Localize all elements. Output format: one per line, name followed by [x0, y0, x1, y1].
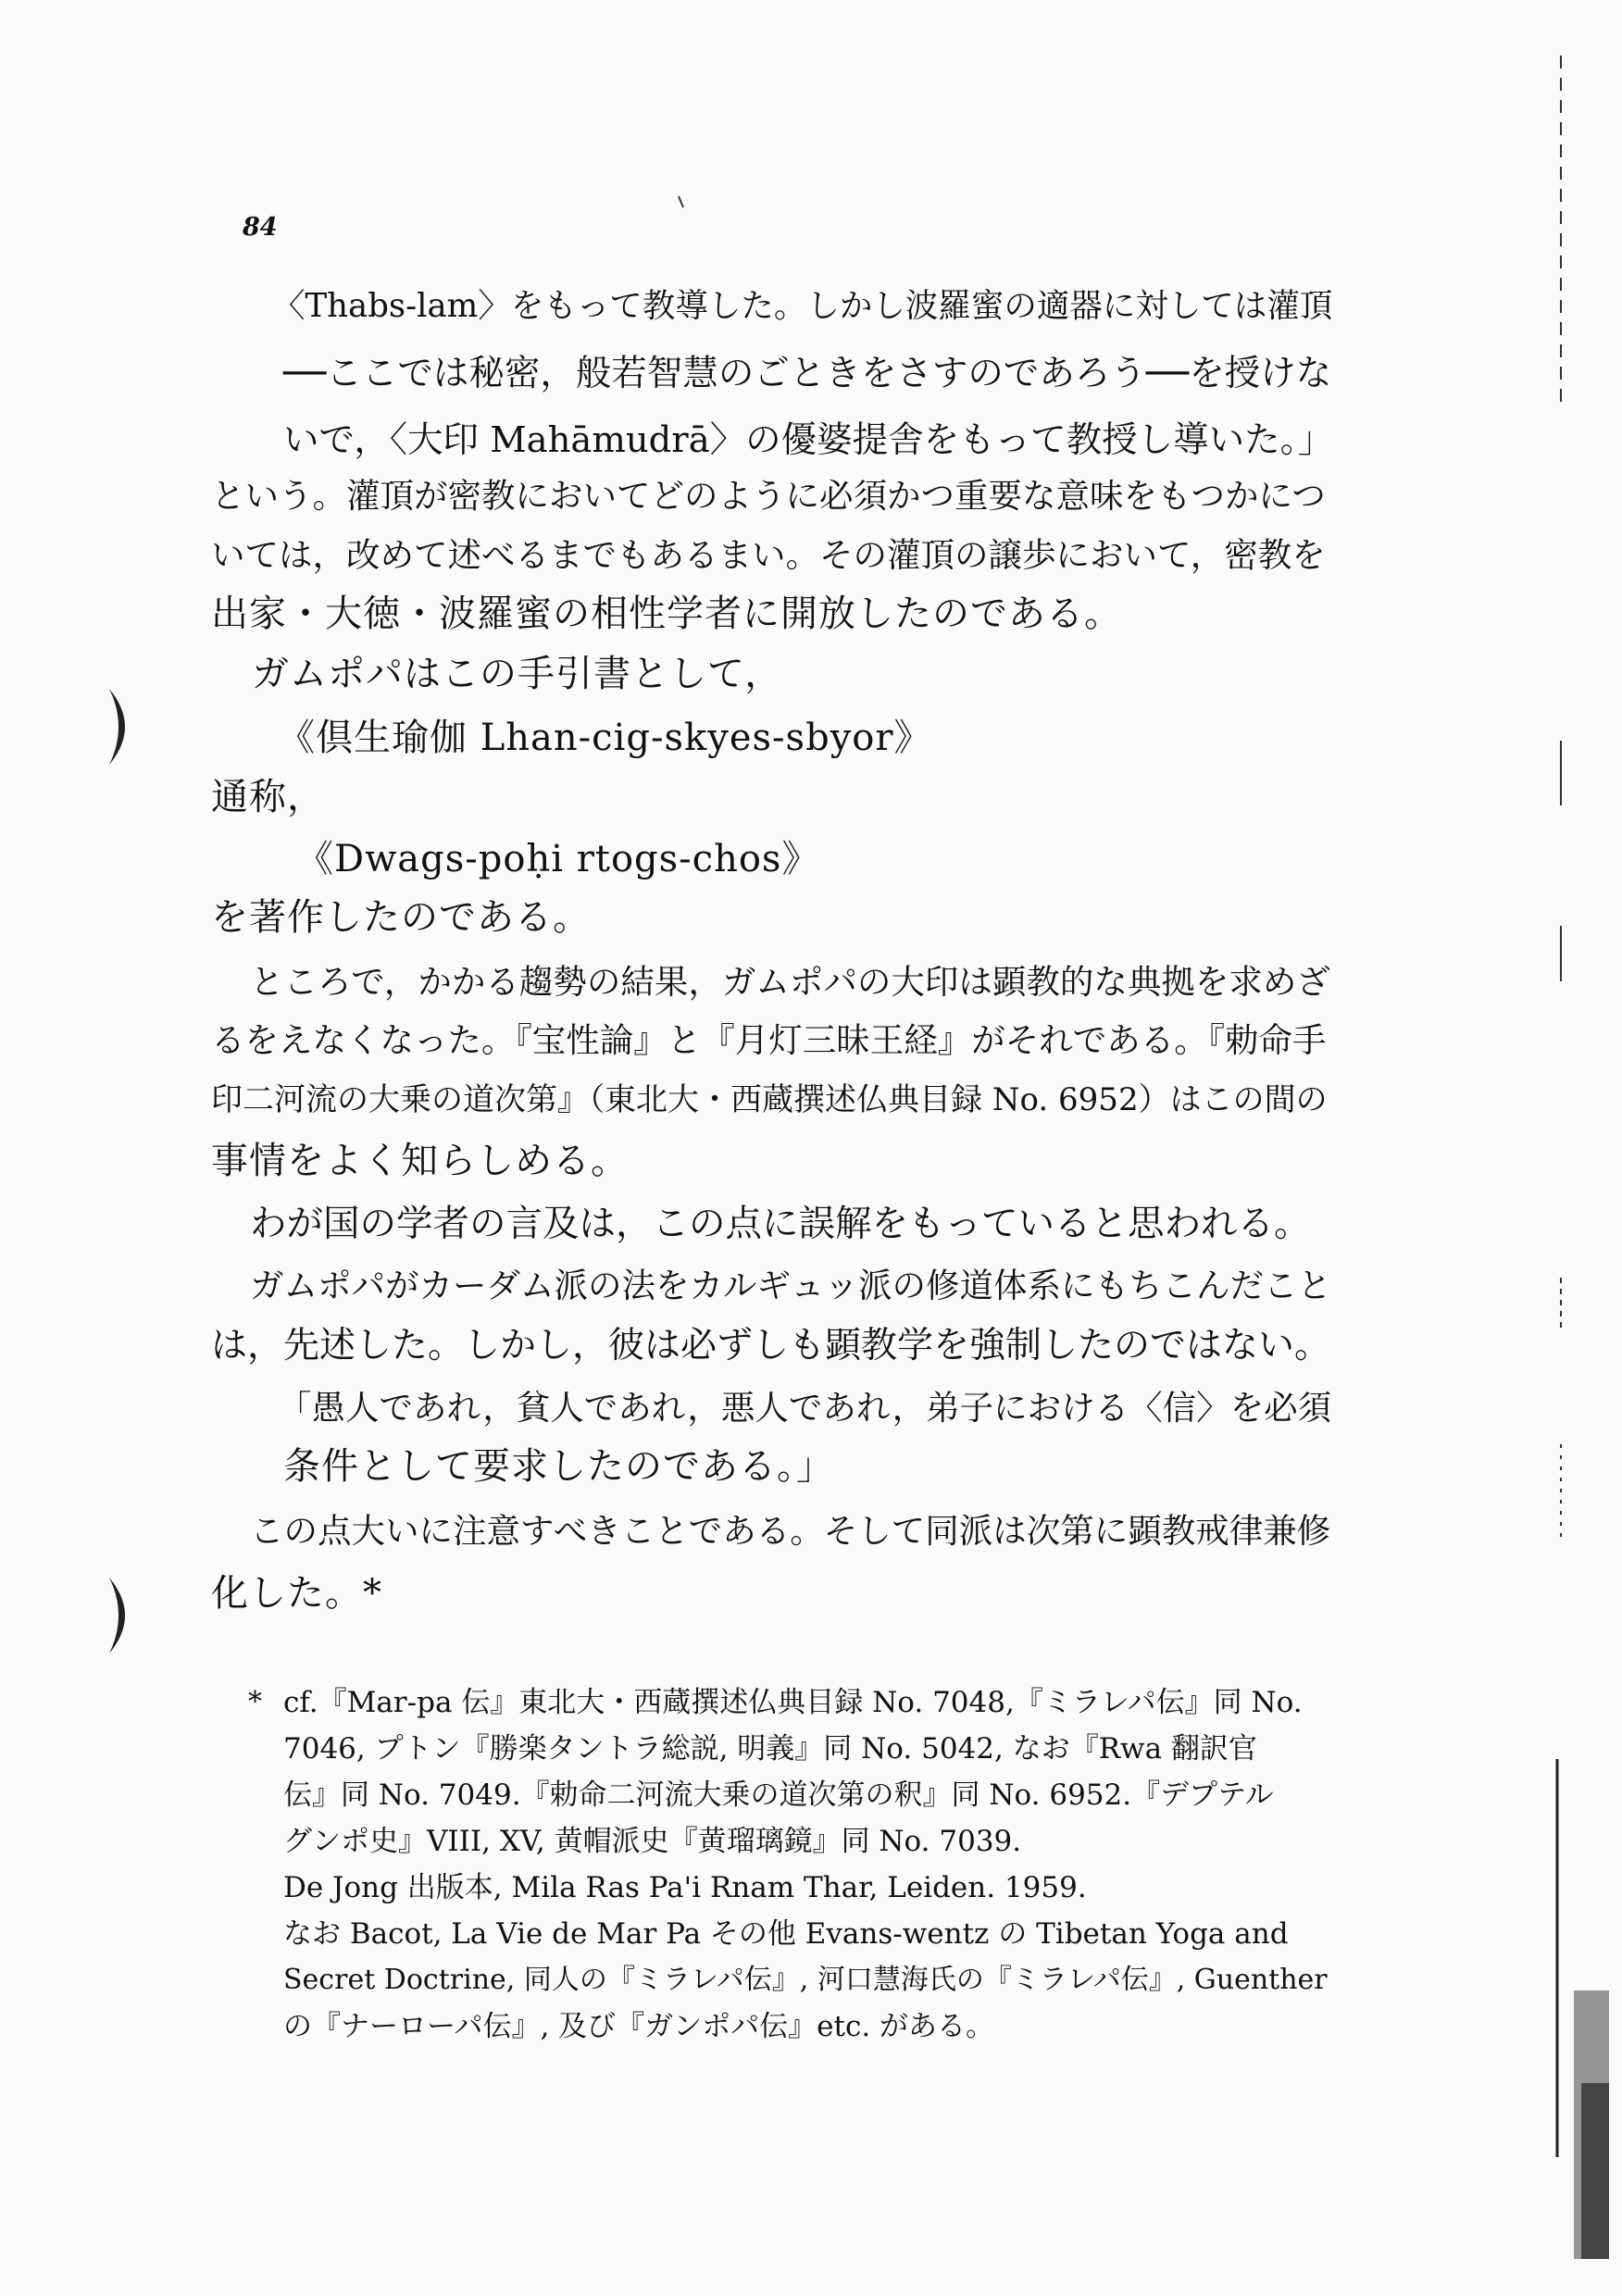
binding-hole-mark-bottom	[93, 1574, 148, 1657]
body-line: 事情をよく知らしめる。	[211, 1140, 629, 1182]
body-line: 出家・大徳・波羅蜜の相性学者に開放したのである。	[211, 593, 1122, 635]
body-line: は，先述した。しかし，彼は必ずしも顕教学を強制したのではない。	[211, 1325, 1331, 1366]
body-line: を著作したのである。	[211, 896, 591, 939]
body-line: 《倶生瑜伽 Lhan-cig-skyes-sbyor》	[278, 717, 932, 759]
body-line: 条件として要求したのである。」	[283, 1445, 834, 1488]
body-line: この点大いに注意すべきことである。そして同派は次第に顕教戒律兼修	[250, 1511, 1331, 1551]
footnote-line: 伝』同 No. 7049.『勅命二河流大乗の道次第の釈』同 No. 6952.『デプテル	[283, 1778, 1274, 1812]
footnote-marker: *	[248, 1686, 262, 1718]
footnote-line: cf.『Mar-pa 伝』東北大・西蔵撰述仏典目録 No. 7048,『ミラレパ伝』同 No.	[283, 1686, 1303, 1719]
body-line: 印二河流の大乗の道次第』（東北大・西蔵撰述仏典目録 No. 6952）はこの間の	[211, 1081, 1328, 1118]
body-line: ガムポパがカーダム派の法をカルギュッ派の修道体系にもちこんだこと	[250, 1266, 1331, 1305]
body-line: わが国の学者の言及は，この点に誤解をもっていると思われる。	[250, 1203, 1311, 1245]
body-line: いては，改めて述べるまでもあるまい。その灌頂の譲歩において，密教を	[211, 535, 1326, 575]
footnote-line: 7046, プトン『勝楽タントラ総説, 明義』同 No. 5042, なお『Rwa 翻訳官	[283, 1732, 1257, 1766]
footnote-line: グンポ史』VIII, XV, 黄帽派史『黄瑠璃鏡』同 No. 7039.	[283, 1825, 1022, 1858]
footnote-line: Secret Doctrine, 同人の『ミラレパ伝』, 河口慧海氏の『ミラレパ伝』, Guenther	[283, 1964, 1328, 1996]
page-number: 84	[243, 213, 278, 242]
body-line: ガムポパはこの手引書として，	[252, 653, 783, 695]
body-line: 通称，	[211, 776, 325, 818]
body-line: ──ここでは秘密，般若智慧のごときをさすのであろう──を授けな	[283, 353, 1332, 394]
body-line: という。灌頂が密教においてどのように必須かつ重要な意味をもつかにつ	[211, 476, 1326, 516]
footnote-line: の『ナーローパ伝』, 及び『ガンポパ伝』etc. がある。	[283, 2010, 995, 2043]
body-line: 〈Thabs-lam〉をもって教導した。しかし波羅蜜の適器に対しては灌頂	[272, 287, 1333, 325]
body-line: 《Dwags-poḥi rtogs-chos》	[296, 838, 820, 880]
body-line: いで，〈大印 Mahāmudrā〉の優婆提舎をもって教授し導いた。」	[283, 419, 1334, 461]
body-line: るをえなくなった。『宝性論』と『月灯三昧王経』がそれである。『勅命手	[211, 1020, 1327, 1060]
body-line: 化した。*	[211, 1572, 382, 1615]
footnote-line: なお Bacot, La Vie de Mar Pa その他 Evans-wentz の Tibetan Yoga and	[283, 1917, 1289, 1951]
footnote-line: De Jong 出版本, Mila Ras Pa'i Rnam Thar, Leiden. 1959.	[283, 1871, 1087, 1904]
scan-speck	[676, 194, 687, 213]
body-line: ところで，かかる趨勢の結果，ガムポパの大印は顕教的な典拠を求めざ	[250, 962, 1330, 1002]
body-line: 「愚人であれ，貧人であれ，悪人であれ，弟子における〈信〉を必須	[278, 1388, 1332, 1428]
binding-hole-mark-top	[93, 685, 148, 768]
page-edge-shadow	[1537, 0, 1622, 2296]
